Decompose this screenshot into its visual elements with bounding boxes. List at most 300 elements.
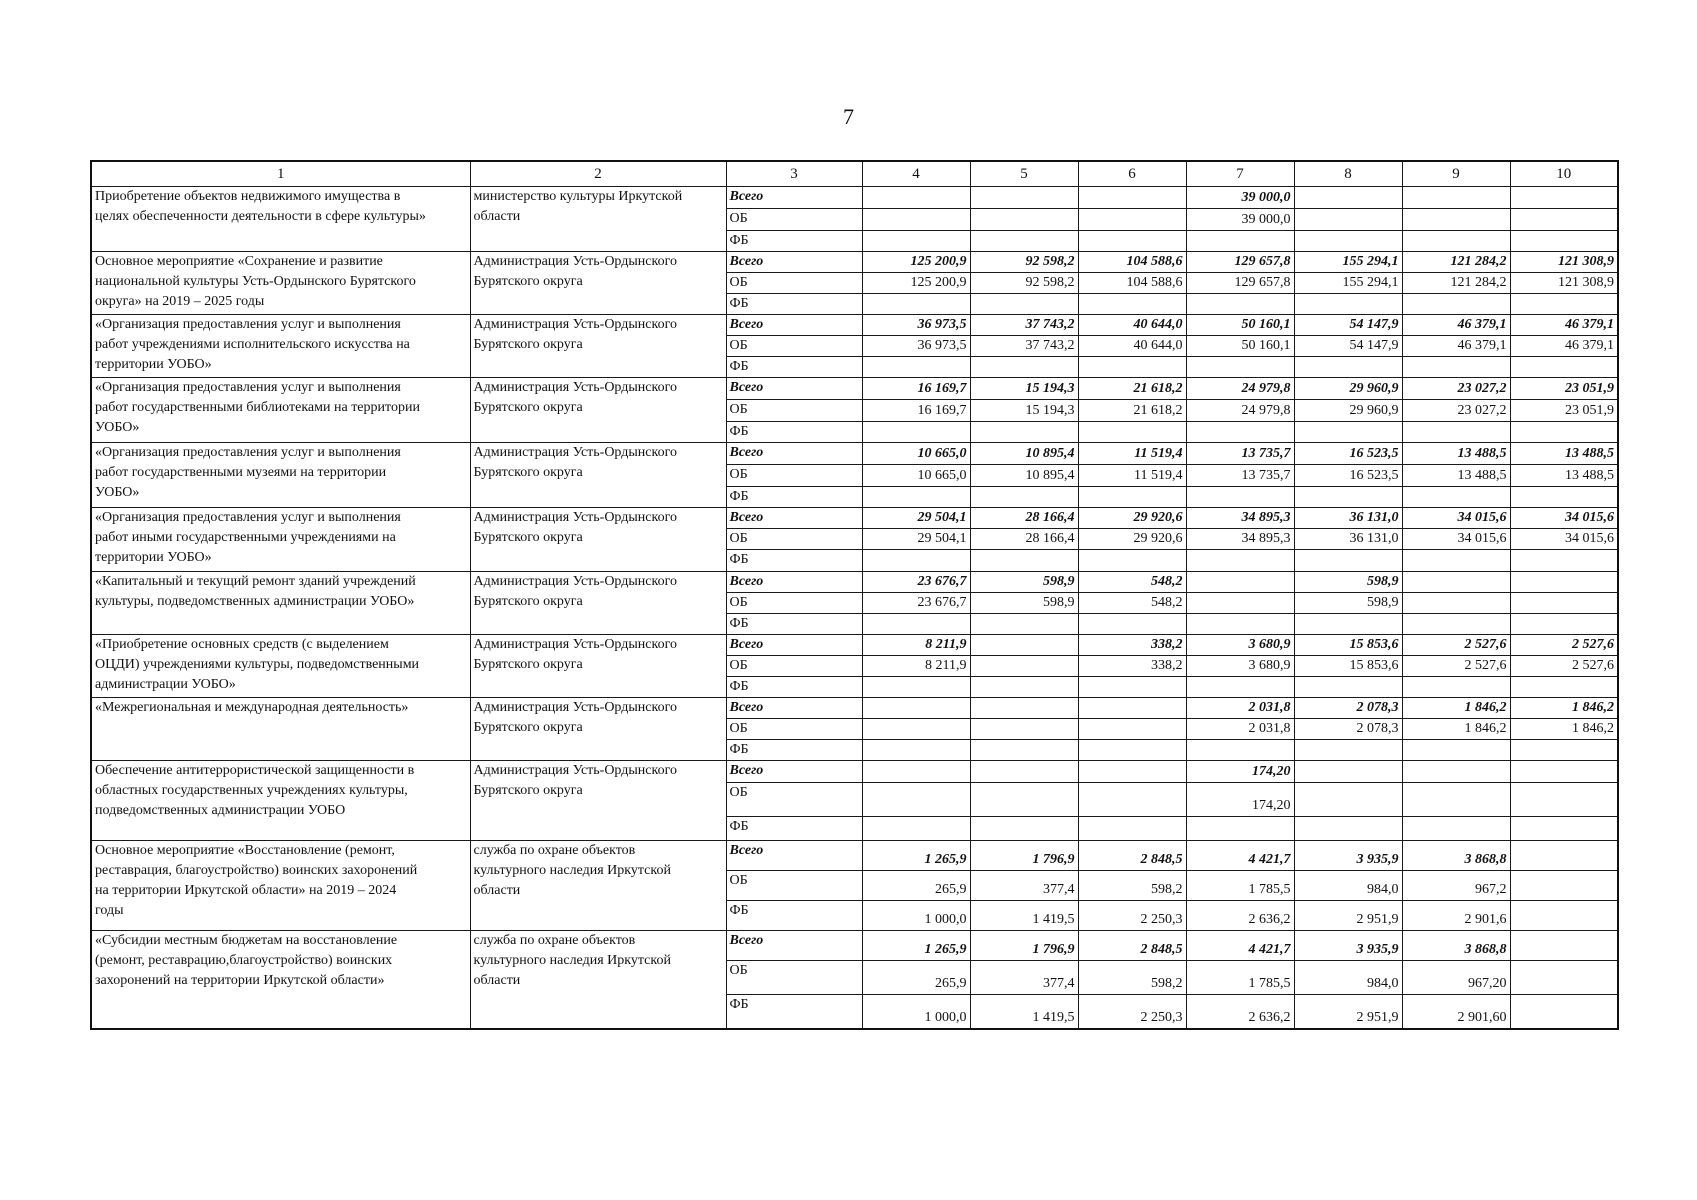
amount-cell [1294,187,1402,209]
amount-cell [1078,550,1186,572]
amount-cell: 2 848,5 [1078,931,1186,961]
amount-cell [1510,931,1618,961]
amount-cell: 3 868,8 [1402,841,1510,871]
amount-cell: 21 618,2 [1078,378,1186,400]
amount-cell: 34 015,6 [1510,508,1618,529]
amount-cell [1078,677,1186,698]
table-row [91,252,1618,273]
activity-name-cell: Обеспечение антитеррористической защищенности в областных государственных учреждениях культуры, подведомственных администрации УОБО [91,761,470,841]
amount-cell [862,294,970,315]
amount-cell: 29 960,9 [1294,400,1402,422]
table-row [91,572,1618,593]
amount-cell: 16 169,7 [862,400,970,422]
amount-cell [1402,817,1510,841]
funding-source-cell: ФБ [726,357,862,378]
amount-cell [862,209,970,231]
amount-cell [1510,231,1618,252]
table-row [91,698,1618,719]
amount-cell: 2 951,9 [1294,901,1402,931]
amount-cell: 598,2 [1078,961,1186,995]
amount-cell: 265,9 [862,871,970,901]
header-cell: 10 [1510,161,1618,187]
amount-cell [1402,740,1510,761]
amount-cell: 11 519,4 [1078,443,1186,465]
amount-cell [970,209,1078,231]
amount-cell [970,817,1078,841]
amount-cell: 24 979,8 [1186,400,1294,422]
amount-cell: 46 379,1 [1510,336,1618,357]
funding-source-cell: Всего [726,252,862,273]
amount-cell [1510,487,1618,508]
amount-cell: 34 895,3 [1186,529,1294,550]
amount-cell: 377,4 [970,871,1078,901]
amount-cell [1510,783,1618,817]
amount-cell [970,740,1078,761]
amount-cell [1294,761,1402,783]
funding-source-cell: ФБ [726,550,862,572]
amount-cell: 2 250,3 [1078,901,1186,931]
amount-cell: 155 294,1 [1294,273,1402,294]
amount-cell [862,677,970,698]
responsible-executor-cell: Администрация Усть-Ордынского Бурятского округа [470,761,726,841]
amount-cell [1078,187,1186,209]
amount-cell: 1 265,9 [862,841,970,871]
funding-source-cell: ОБ [726,209,862,231]
amount-cell [1510,572,1618,593]
amount-cell [1186,593,1294,614]
amount-cell [1294,231,1402,252]
amount-cell [1294,209,1402,231]
amount-cell: 10 665,0 [862,443,970,465]
amount-cell [1294,550,1402,572]
funding-source-cell: Всего [726,378,862,400]
amount-cell [1510,422,1618,443]
amount-cell [1510,841,1618,871]
amount-cell: 2 901,60 [1402,995,1510,1029]
amount-cell: 50 160,1 [1186,336,1294,357]
amount-cell [1294,817,1402,841]
amount-cell: 15 194,3 [970,400,1078,422]
funding-source-cell: ОБ [726,656,862,677]
amount-cell [1078,761,1186,783]
funding-source-cell: Всего [726,841,862,871]
amount-cell: 23 051,9 [1510,378,1618,400]
amount-cell [1294,294,1402,315]
amount-cell: 121 308,9 [1510,273,1618,294]
amount-cell [862,698,970,719]
amount-cell: 1 000,0 [862,901,970,931]
table-row [91,841,1618,871]
amount-cell [1510,761,1618,783]
amount-cell: 125 200,9 [862,252,970,273]
amount-cell: 598,9 [1294,593,1402,614]
amount-cell: 13 488,5 [1402,443,1510,465]
responsible-executor-cell: Администрация Усть-Ордынского Бурятского округа [470,378,726,443]
activity-name-cell: «Межрегиональная и международная деятельность» [91,698,470,761]
amount-cell: 265,9 [862,961,970,995]
amount-cell [1402,783,1510,817]
funding-source-cell: ОБ [726,465,862,487]
amount-cell: 377,4 [970,961,1078,995]
amount-cell [1294,783,1402,817]
amount-cell: 54 147,9 [1294,315,1402,336]
amount-cell: 3 935,9 [1294,841,1402,871]
table-row [91,761,1618,783]
amount-cell [1402,209,1510,231]
amount-cell [970,656,1078,677]
funding-source-cell: ФБ [726,995,862,1029]
funding-source-cell: ОБ [726,529,862,550]
amount-cell [1402,614,1510,635]
table-row [91,635,1618,656]
amount-cell: 338,2 [1078,656,1186,677]
amount-cell [1078,487,1186,508]
amount-cell: 2 848,5 [1078,841,1186,871]
amount-cell [1402,761,1510,783]
amount-cell: 2 901,6 [1402,901,1510,931]
amount-cell: 1 419,5 [970,995,1078,1029]
amount-cell [1510,871,1618,901]
amount-cell: 46 379,1 [1402,336,1510,357]
page-number: 7 [843,104,854,129]
amount-cell: 15 194,3 [970,378,1078,400]
amount-cell [1078,422,1186,443]
amount-cell [862,614,970,635]
activity-name-cell: Приобретение объектов недвижимого имущества в целях обеспеченности деятельности в сфере культуры» [91,187,470,252]
amount-cell: 125 200,9 [862,273,970,294]
funding-source-cell: ОБ [726,400,862,422]
amount-cell: 23 676,7 [862,593,970,614]
amount-cell: 2 636,2 [1186,995,1294,1029]
amount-cell: 8 211,9 [862,635,970,656]
amount-cell: 13 488,5 [1510,443,1618,465]
amount-cell: 13 488,5 [1510,465,1618,487]
amount-cell: 36 131,0 [1294,508,1402,529]
amount-cell [970,635,1078,656]
activity-name-cell: «Организация предоставления услуг и выполнения работ государственными музеями на территории УОБО» [91,443,470,508]
amount-cell [862,357,970,378]
amount-cell: 40 644,0 [1078,315,1186,336]
amount-cell: 28 166,4 [970,508,1078,529]
amount-cell [970,550,1078,572]
amount-cell [970,783,1078,817]
amount-cell [1186,357,1294,378]
amount-cell [970,761,1078,783]
amount-cell: 34 015,6 [1402,508,1510,529]
amount-cell [970,487,1078,508]
amount-cell [1078,294,1186,315]
amount-cell: 129 657,8 [1186,252,1294,273]
amount-cell: 16 523,5 [1294,443,1402,465]
amount-cell: 548,2 [1078,593,1186,614]
amount-cell: 1 265,9 [862,931,970,961]
funding-source-cell: ФБ [726,677,862,698]
amount-cell [1510,614,1618,635]
table-row [91,443,1618,465]
amount-cell [1510,677,1618,698]
amount-cell [1402,593,1510,614]
table-row [91,508,1618,529]
amount-cell: 37 743,2 [970,315,1078,336]
amount-cell: 3 935,9 [1294,931,1402,961]
amount-cell: 598,9 [1294,572,1402,593]
amount-cell: 13 735,7 [1186,443,1294,465]
responsible-executor-cell: Администрация Усть-Ордынского Бурятского округа [470,635,726,698]
amount-cell [1510,740,1618,761]
amount-cell [1186,231,1294,252]
funding-source-cell: Всего [726,315,862,336]
amount-cell: 29 504,1 [862,508,970,529]
amount-cell [1078,357,1186,378]
amount-cell: 10 895,4 [970,465,1078,487]
amount-cell [1402,357,1510,378]
amount-cell [1402,422,1510,443]
responsible-executor-cell: министерство культуры Иркутской области [470,187,726,252]
funding-source-cell: ФБ [726,294,862,315]
amount-cell: 29 960,9 [1294,378,1402,400]
amount-cell [1402,187,1510,209]
amount-cell: 23 027,2 [1402,378,1510,400]
amount-cell: 21 618,2 [1078,400,1186,422]
header-cell: 9 [1402,161,1510,187]
table-row [91,315,1618,336]
table-row [91,931,1618,961]
funding-source-cell: Всего [726,508,862,529]
funding-source-cell: ОБ [726,273,862,294]
amount-cell [970,614,1078,635]
amount-cell [862,817,970,841]
amount-cell [1186,294,1294,315]
amount-cell [1510,294,1618,315]
amount-cell [1186,740,1294,761]
amount-cell: 4 421,7 [1186,841,1294,871]
amount-cell: 1 846,2 [1510,698,1618,719]
amount-cell [1510,901,1618,931]
amount-cell: 29 504,1 [862,529,970,550]
amount-cell: 3 680,9 [1186,635,1294,656]
amount-cell: 121 308,9 [1510,252,1618,273]
amount-cell [970,677,1078,698]
amount-cell: 36 973,5 [862,336,970,357]
amount-cell: 16 169,7 [862,378,970,400]
amount-cell: 15 853,6 [1294,656,1402,677]
amount-cell: 104 588,6 [1078,273,1186,294]
amount-cell: 34 015,6 [1402,529,1510,550]
amount-cell [970,187,1078,209]
amount-cell: 1 419,5 [970,901,1078,931]
amount-cell [1078,719,1186,740]
amount-cell: 598,2 [1078,871,1186,901]
header-cell: 1 [91,161,470,187]
amount-cell: 39 000,0 [1186,209,1294,231]
amount-cell: 1 796,9 [970,931,1078,961]
activity-name-cell: Основное мероприятие «Восстановление (ремонт, реставрация, благоустройство) воинских захоронений на территории Иркутской области» на 2019 – 2024 годы [91,841,470,931]
amount-cell: 2 527,6 [1510,656,1618,677]
amount-cell [1510,187,1618,209]
amount-cell: 50 160,1 [1186,315,1294,336]
amount-cell: 46 379,1 [1510,315,1618,336]
amount-cell: 104 588,6 [1078,252,1186,273]
amount-cell [862,231,970,252]
funding-source-cell: ФБ [726,614,862,635]
funding-source-cell: Всего [726,187,862,209]
amount-cell [1294,422,1402,443]
amount-cell: 11 519,4 [1078,465,1186,487]
funding-source-cell: ОБ [726,593,862,614]
amount-cell: 13 735,7 [1186,465,1294,487]
amount-cell: 1 846,2 [1510,719,1618,740]
amount-cell: 23 676,7 [862,572,970,593]
header-cell: 4 [862,161,970,187]
amount-cell [1186,817,1294,841]
amount-cell: 2 527,6 [1402,656,1510,677]
amount-cell [1510,209,1618,231]
amount-cell [1294,740,1402,761]
amount-cell [1078,783,1186,817]
amount-cell: 1 846,2 [1402,698,1510,719]
amount-cell: 174,20 [1186,783,1294,817]
funding-source-cell: Всего [726,635,862,656]
amount-cell [862,719,970,740]
amount-cell: 1 785,5 [1186,871,1294,901]
amount-cell: 54 147,9 [1294,336,1402,357]
amount-cell [862,740,970,761]
amount-cell: 1 785,5 [1186,961,1294,995]
amount-cell [1078,740,1186,761]
funding-source-cell: Всего [726,698,862,719]
funding-source-cell: ФБ [726,422,862,443]
funding-source-cell: Всего [726,443,862,465]
funding-source-cell: ОБ [726,871,862,901]
table-row [91,187,1618,209]
responsible-executor-cell: Администрация Усть-Ордынского Бурятского округа [470,508,726,572]
budget-table-wrapper [90,160,1619,1030]
amount-cell: 155 294,1 [1294,252,1402,273]
responsible-executor-cell: Администрация Усть-Ордынского Бурятского округа [470,698,726,761]
responsible-executor-cell: Администрация Усть-Ордынского Бурятского округа [470,572,726,635]
amount-cell: 3 868,8 [1402,931,1510,961]
amount-cell: 2 031,8 [1186,719,1294,740]
header-row [91,161,1618,187]
funding-source-cell: Всего [726,761,862,783]
amount-cell [862,487,970,508]
amount-cell: 92 598,2 [970,273,1078,294]
amount-cell [1078,209,1186,231]
amount-cell [1294,487,1402,508]
amount-cell [1510,817,1618,841]
amount-cell [1402,487,1510,508]
responsible-executor-cell: Администрация Усть-Ордынского Бурятского округа [470,443,726,508]
activity-name-cell: «Организация предоставления услуг и выполнения работ учреждениями исполнительского искусства на территории УОБО» [91,315,470,378]
funding-source-cell: ФБ [726,231,862,252]
amount-cell [1294,614,1402,635]
amount-cell [862,761,970,783]
amount-cell [1510,550,1618,572]
amount-cell: 8 211,9 [862,656,970,677]
amount-cell [1402,677,1510,698]
budget-table [90,160,1619,1030]
amount-cell: 4 421,7 [1186,931,1294,961]
amount-cell: 34 015,6 [1510,529,1618,550]
amount-cell: 28 166,4 [970,529,1078,550]
amount-cell [1078,614,1186,635]
amount-cell: 10 895,4 [970,443,1078,465]
amount-cell: 2 031,8 [1186,698,1294,719]
funding-source-cell: ФБ [726,487,862,508]
amount-cell [1402,294,1510,315]
amount-cell [1078,817,1186,841]
amount-cell: 2 078,3 [1294,698,1402,719]
amount-cell [1402,550,1510,572]
activity-name-cell: Основное мероприятие «Сохранение и развитие национальной культуры Усть-Ордынского Бурятского округа» на 2019 – 2025 годы [91,252,470,315]
amount-cell: 2 078,3 [1294,719,1402,740]
amount-cell: 2 636,2 [1186,901,1294,931]
amount-cell [862,422,970,443]
amount-cell: 36 131,0 [1294,529,1402,550]
amount-cell: 34 895,3 [1186,508,1294,529]
funding-source-cell: ФБ [726,901,862,931]
amount-cell [970,719,1078,740]
amount-cell [1186,677,1294,698]
funding-source-cell: ФБ [726,817,862,841]
amount-cell [862,187,970,209]
amount-cell: 2 250,3 [1078,995,1186,1029]
amount-cell [1510,995,1618,1029]
amount-cell [1186,614,1294,635]
responsible-executor-cell: служба по охране объектов культурного наследия Иркутской области [470,841,726,931]
amount-cell: 174,20 [1186,761,1294,783]
amount-cell: 1 796,9 [970,841,1078,871]
amount-cell: 40 644,0 [1078,336,1186,357]
amount-cell: 598,9 [970,593,1078,614]
amount-cell [1510,593,1618,614]
amount-cell: 15 853,6 [1294,635,1402,656]
amount-cell [862,783,970,817]
funding-source-cell: ФБ [726,740,862,761]
amount-cell: 2 527,6 [1402,635,1510,656]
amount-cell: 13 488,5 [1402,465,1510,487]
responsible-executor-cell: служба по охране объектов культурного наследия Иркутской области [470,931,726,1029]
amount-cell [970,422,1078,443]
amount-cell [1186,550,1294,572]
activity-name-cell: «Субсидии местным бюджетам на восстановление (ремонт, реставрацию,благоустройство) воинских захоронений на территории Иркутской области» [91,931,470,1029]
amount-cell: 984,0 [1294,871,1402,901]
amount-cell: 548,2 [1078,572,1186,593]
amount-cell: 23 027,2 [1402,400,1510,422]
funding-source-cell: ОБ [726,961,862,995]
header-cell: 3 [726,161,862,187]
amount-cell [1294,677,1402,698]
amount-cell: 967,2 [1402,871,1510,901]
table-body [91,161,1618,1029]
amount-cell: 2 951,9 [1294,995,1402,1029]
amount-cell [970,294,1078,315]
amount-cell: 338,2 [1078,635,1186,656]
amount-cell [1510,357,1618,378]
funding-source-cell: ОБ [726,336,862,357]
funding-source-cell: ОБ [726,719,862,740]
amount-cell: 10 665,0 [862,465,970,487]
funding-source-cell: Всего [726,931,862,961]
amount-cell: 36 973,5 [862,315,970,336]
activity-name-cell: «Капитальный и текущий ремонт зданий учреждений культуры, подведомственных администрации УОБО» [91,572,470,635]
activity-name-cell: «Приобретение основных средств (с выделением ОЦДИ) учреждениями культуры, подведомственными администрации УОБО» [91,635,470,698]
amount-cell: 29 920,6 [1078,508,1186,529]
amount-cell [1186,487,1294,508]
amount-cell [1078,231,1186,252]
amount-cell [970,357,1078,378]
amount-cell: 46 379,1 [1402,315,1510,336]
